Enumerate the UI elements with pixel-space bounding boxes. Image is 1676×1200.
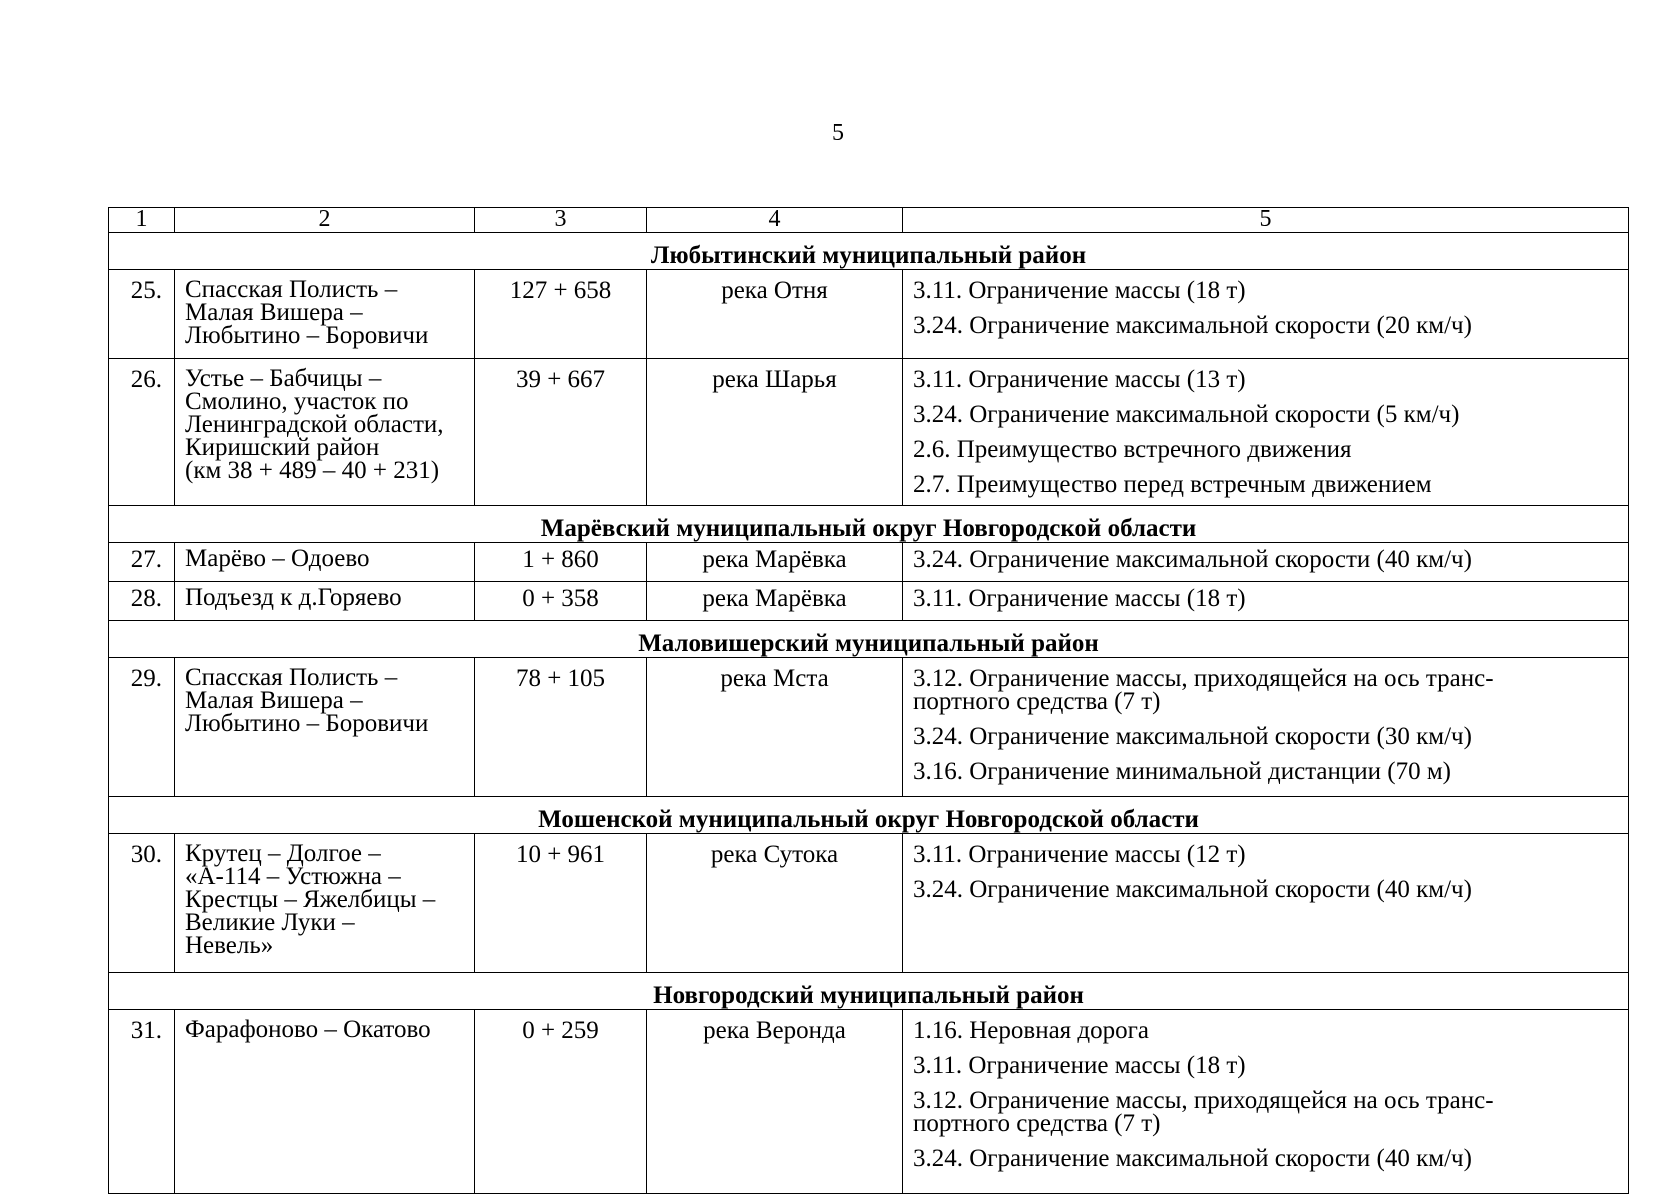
road-sign-entry: 3.11. Ограничение массы (18 т) xyxy=(913,585,1246,612)
obstacle-name: река Шарья xyxy=(647,359,903,506)
table-row xyxy=(109,834,1629,973)
road-sign-entry: 3.12. Ограничение массы, приходящейся на ось транс- портного средства (7 т) xyxy=(913,1087,1494,1137)
road-name-line: Устье – Бабчицы – xyxy=(185,365,382,392)
bridges-table xyxy=(108,207,1629,1194)
km-location: 1 + 860 xyxy=(475,543,647,582)
obstacle-name: река Марёвка xyxy=(647,543,903,582)
road-signs xyxy=(903,543,1629,582)
section-title: Маловишерский муниципальный район xyxy=(109,621,1629,658)
page-number: 5 xyxy=(832,120,844,146)
road-name xyxy=(175,543,475,582)
road-signs xyxy=(903,834,1629,973)
section-header-row xyxy=(109,797,1629,834)
road-name-line: Смолино, участок по xyxy=(185,388,409,415)
obstacle-name: река Мста xyxy=(647,658,903,797)
road-sign-entry: 3.11. Ограничение массы (18 т) xyxy=(913,1052,1246,1079)
obstacle-name: река Сутока xyxy=(647,834,903,973)
table-row xyxy=(109,582,1629,621)
row-number: 31. xyxy=(109,1010,175,1194)
column-number: 4 xyxy=(647,208,903,233)
road-name xyxy=(175,658,475,797)
road-sign-entry: 3.24. Ограничение максимальной скорости (40 км/ч) xyxy=(913,876,1472,903)
road-name-line: Невель» xyxy=(185,932,274,959)
road-name-line: Малая Вишера – xyxy=(185,687,363,714)
road-sign-entry: 2.7. Преимущество перед встречным движением xyxy=(913,471,1432,498)
road-signs xyxy=(903,359,1629,506)
road-name xyxy=(175,582,475,621)
road-name-line: Крутец – Долгое – xyxy=(185,840,381,867)
row-number: 27. xyxy=(109,543,175,582)
row-number: 30. xyxy=(109,834,175,973)
row-number: 29. xyxy=(109,658,175,797)
table-row xyxy=(109,359,1629,506)
road-name xyxy=(175,834,475,973)
road-name-line: «А-114 – Устюжна – xyxy=(185,863,401,890)
row-number: 26. xyxy=(109,359,175,506)
obstacle-name: река Веронда xyxy=(647,1010,903,1194)
section-header-row xyxy=(109,233,1629,270)
road-sign-entry: 3.24. Ограничение максимальной скорости (40 км/ч) xyxy=(913,1145,1472,1172)
table-row xyxy=(109,543,1629,582)
road-name-line: Ленинградской области, xyxy=(185,411,444,438)
road-name xyxy=(175,270,475,359)
road-name-line: Спасская Полисть – xyxy=(185,276,398,303)
road-name-line: Малая Вишера – xyxy=(185,299,363,326)
road-sign-entry: 3.24. Ограничение максимальной скорости (20 км/ч) xyxy=(913,312,1472,339)
row-number: 28. xyxy=(109,582,175,621)
road-signs xyxy=(903,658,1629,797)
km-location: 0 + 259 xyxy=(475,1010,647,1194)
table-row xyxy=(109,270,1629,359)
road-sign-entry: 3.11. Ограничение массы (13 т) xyxy=(913,366,1246,393)
road-name-line: Крестцы – Яжелбицы – xyxy=(185,886,436,913)
section-header-row xyxy=(109,621,1629,658)
road-sign-entry: 3.11. Ограничение массы (12 т) xyxy=(913,841,1246,868)
section-title: Мошенской муниципальный округ Новгородской области xyxy=(109,797,1629,834)
section-header-row xyxy=(109,506,1629,543)
road-name-line: Великие Луки – xyxy=(185,909,355,936)
road-signs xyxy=(903,270,1629,359)
km-location: 127 + 658 xyxy=(475,270,647,359)
column-number: 5 xyxy=(903,208,1629,233)
road-sign-entry: 3.24. Ограничение максимальной скорости (5 км/ч) xyxy=(913,401,1460,428)
road-signs xyxy=(903,1010,1629,1194)
section-header-row xyxy=(109,973,1629,1010)
road-name-line: Подъезд к д.Горяево xyxy=(185,584,402,611)
obstacle-name: река Отня xyxy=(647,270,903,359)
column-number: 3 xyxy=(475,208,647,233)
road-name xyxy=(175,359,475,506)
road-name xyxy=(175,1010,475,1194)
km-location: 10 + 961 xyxy=(475,834,647,973)
road-sign-entry: 3.12. Ограничение массы, приходящейся на ось транс- портного средства (7 т) xyxy=(913,665,1494,715)
road-name-line: Любытино – Боровичи xyxy=(185,322,429,349)
section-title: Новгородский муниципальный район xyxy=(109,973,1629,1010)
road-name-line: Фарафоново – Окатово xyxy=(185,1016,431,1043)
km-location: 0 + 358 xyxy=(475,582,647,621)
road-name-line: Спасская Полисть – xyxy=(185,664,398,691)
road-name-line: Марёво – Одоево xyxy=(185,545,370,572)
road-sign-entry: 3.24. Ограничение максимальной скорости (40 км/ч) xyxy=(913,546,1472,573)
road-sign-entry: 3.11. Ограничение массы (18 т) xyxy=(913,277,1246,304)
road-name-line: (км 38 + 489 – 40 + 231) xyxy=(185,457,440,484)
road-sign-entry: 3.16. Ограничение минимальной дистанции (70 м) xyxy=(913,758,1452,785)
road-sign-entry: 3.24. Ограничение максимальной скорости (30 км/ч) xyxy=(913,723,1472,750)
column-number: 2 xyxy=(175,208,475,233)
road-signs xyxy=(903,582,1629,621)
road-sign-entry: 1.16. Неровная дорога xyxy=(913,1017,1149,1044)
km-location: 39 + 667 xyxy=(475,359,647,506)
road-name-line: Киришский район xyxy=(185,434,380,461)
road-name-line: Любытино – Боровичи xyxy=(185,710,429,737)
section-title: Любытинский муниципальный район xyxy=(109,233,1629,270)
section-title: Марёвский муниципальный округ Новгородской области xyxy=(109,506,1629,543)
table-row xyxy=(109,1010,1629,1194)
column-number-row xyxy=(109,208,1629,233)
obstacle-name: река Марёвка xyxy=(647,582,903,621)
table-row xyxy=(109,658,1629,797)
road-sign-entry: 2.6. Преимущество встречного движения xyxy=(913,436,1352,463)
km-location: 78 + 105 xyxy=(475,658,647,797)
column-number: 1 xyxy=(109,208,175,233)
row-number: 25. xyxy=(109,270,175,359)
